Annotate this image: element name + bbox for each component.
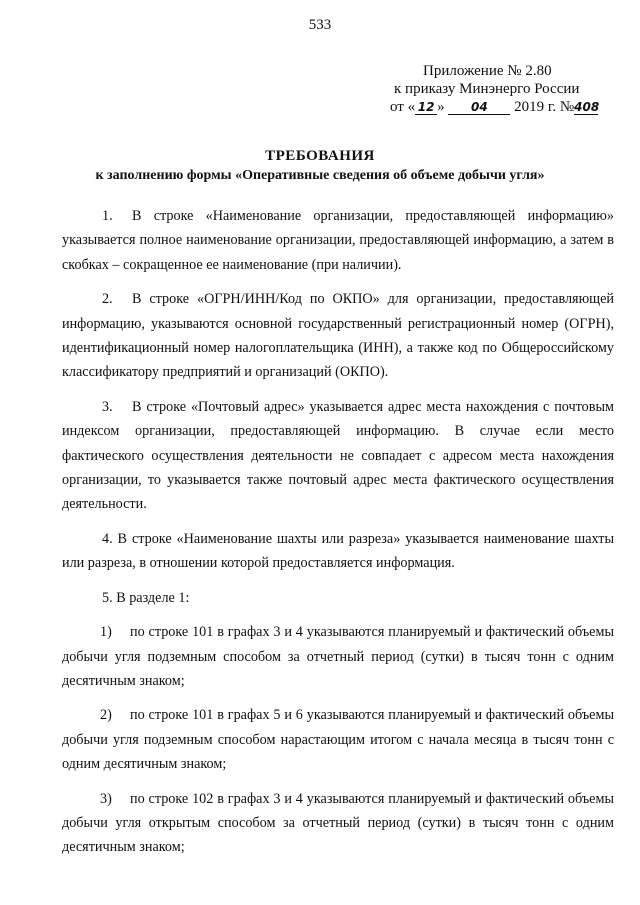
appendix-order-line: к приказу Минэнерго России bbox=[394, 81, 580, 97]
document-body bbox=[62, 204, 614, 870]
paragraph-number: 3. bbox=[102, 398, 113, 415]
paragraph bbox=[62, 527, 614, 576]
date-year: 2019 г. № bbox=[514, 99, 575, 115]
subparagraph bbox=[62, 703, 614, 776]
date-mid: » bbox=[437, 99, 445, 115]
document-title: ТРЕБОВАНИЯ bbox=[265, 148, 375, 164]
date-day: 12 bbox=[415, 100, 437, 115]
paragraph-text: В строке «ОГРН/ИНН/Код по ОКПО» для организации, предоставляющей информацию, указываются основной государственный регистрационный номер (ОГРН), идентификационный номер налогоплательщика (ИНН), а также код по Общероссийскому классификатору предприятий и организаций (ОКПО). bbox=[62, 291, 614, 381]
subparagraph-text: по строке 101 в графах 5 и 6 указываются планируемый и фактический объемы добычи угля подземным способом нарастающим итогом с начала месяца в тысяч тонн с одним десятичным знаком; bbox=[62, 707, 614, 773]
subparagraph-text: по строке 102 в графах 3 и 4 указываются планируемый и фактический объемы добычи угля открытым способом за отчетный период (сутки) в тысяч тонн с одним десятичным знаком; bbox=[62, 790, 614, 856]
paragraph bbox=[62, 204, 614, 277]
paragraph-text: В строке «Почтовый адрес» указывается адрес места нахождения с почтовым индексом организации, предоставляющей информацию. В случае если место фактического осуществления деятельности не совпадает с адресом места нахождения организации, то указывается также почтовый адрес места фактического осуществления деятельности. bbox=[62, 398, 614, 513]
subparagraph bbox=[62, 620, 614, 693]
subparagraph bbox=[62, 787, 614, 860]
subparagraph-text: по строке 101 в графах 3 и 4 указываются планируемый и фактический объемы добычи угля подземным способом за отчетный период (сутки) в тысяч тонн с одним десятичным знаком; bbox=[62, 624, 614, 689]
appendix-header bbox=[390, 62, 620, 116]
appendix-date-line bbox=[390, 98, 620, 116]
date-prefix: от « bbox=[390, 99, 416, 115]
page-number: 533 bbox=[308, 17, 332, 33]
paragraph bbox=[62, 586, 614, 610]
paragraph bbox=[62, 395, 614, 517]
paragraph-number: 1. bbox=[102, 208, 113, 224]
subparagraph-number: 2) bbox=[100, 707, 112, 724]
date-month: 04 bbox=[448, 100, 510, 115]
order-number: 408 bbox=[574, 100, 600, 114]
paragraph-text: В строке «Наименование организации, предоставляющей информацию» указывается полное наименование организации, предоставляющей информацию, а затем в скобках – сокращенное ее наименование (при наличии). bbox=[62, 208, 614, 273]
paragraph-number: 2. bbox=[102, 291, 113, 308]
document-subtitle: к заполнению формы «Оперативные сведения об объеме добычи угля» bbox=[95, 168, 545, 183]
subparagraph-number: 3) bbox=[100, 790, 112, 807]
appendix-line: Приложение № 2.80 bbox=[423, 63, 552, 79]
paragraph-text: 4. В строке «Наименование шахты или разреза» указывается наименование шахты или разреза, в отношении которой предоставляется информация. bbox=[62, 530, 614, 572]
subparagraph-number: 1) bbox=[100, 624, 112, 641]
paragraph bbox=[62, 287, 614, 385]
paragraph-text: 5. В разделе 1: bbox=[102, 589, 190, 606]
